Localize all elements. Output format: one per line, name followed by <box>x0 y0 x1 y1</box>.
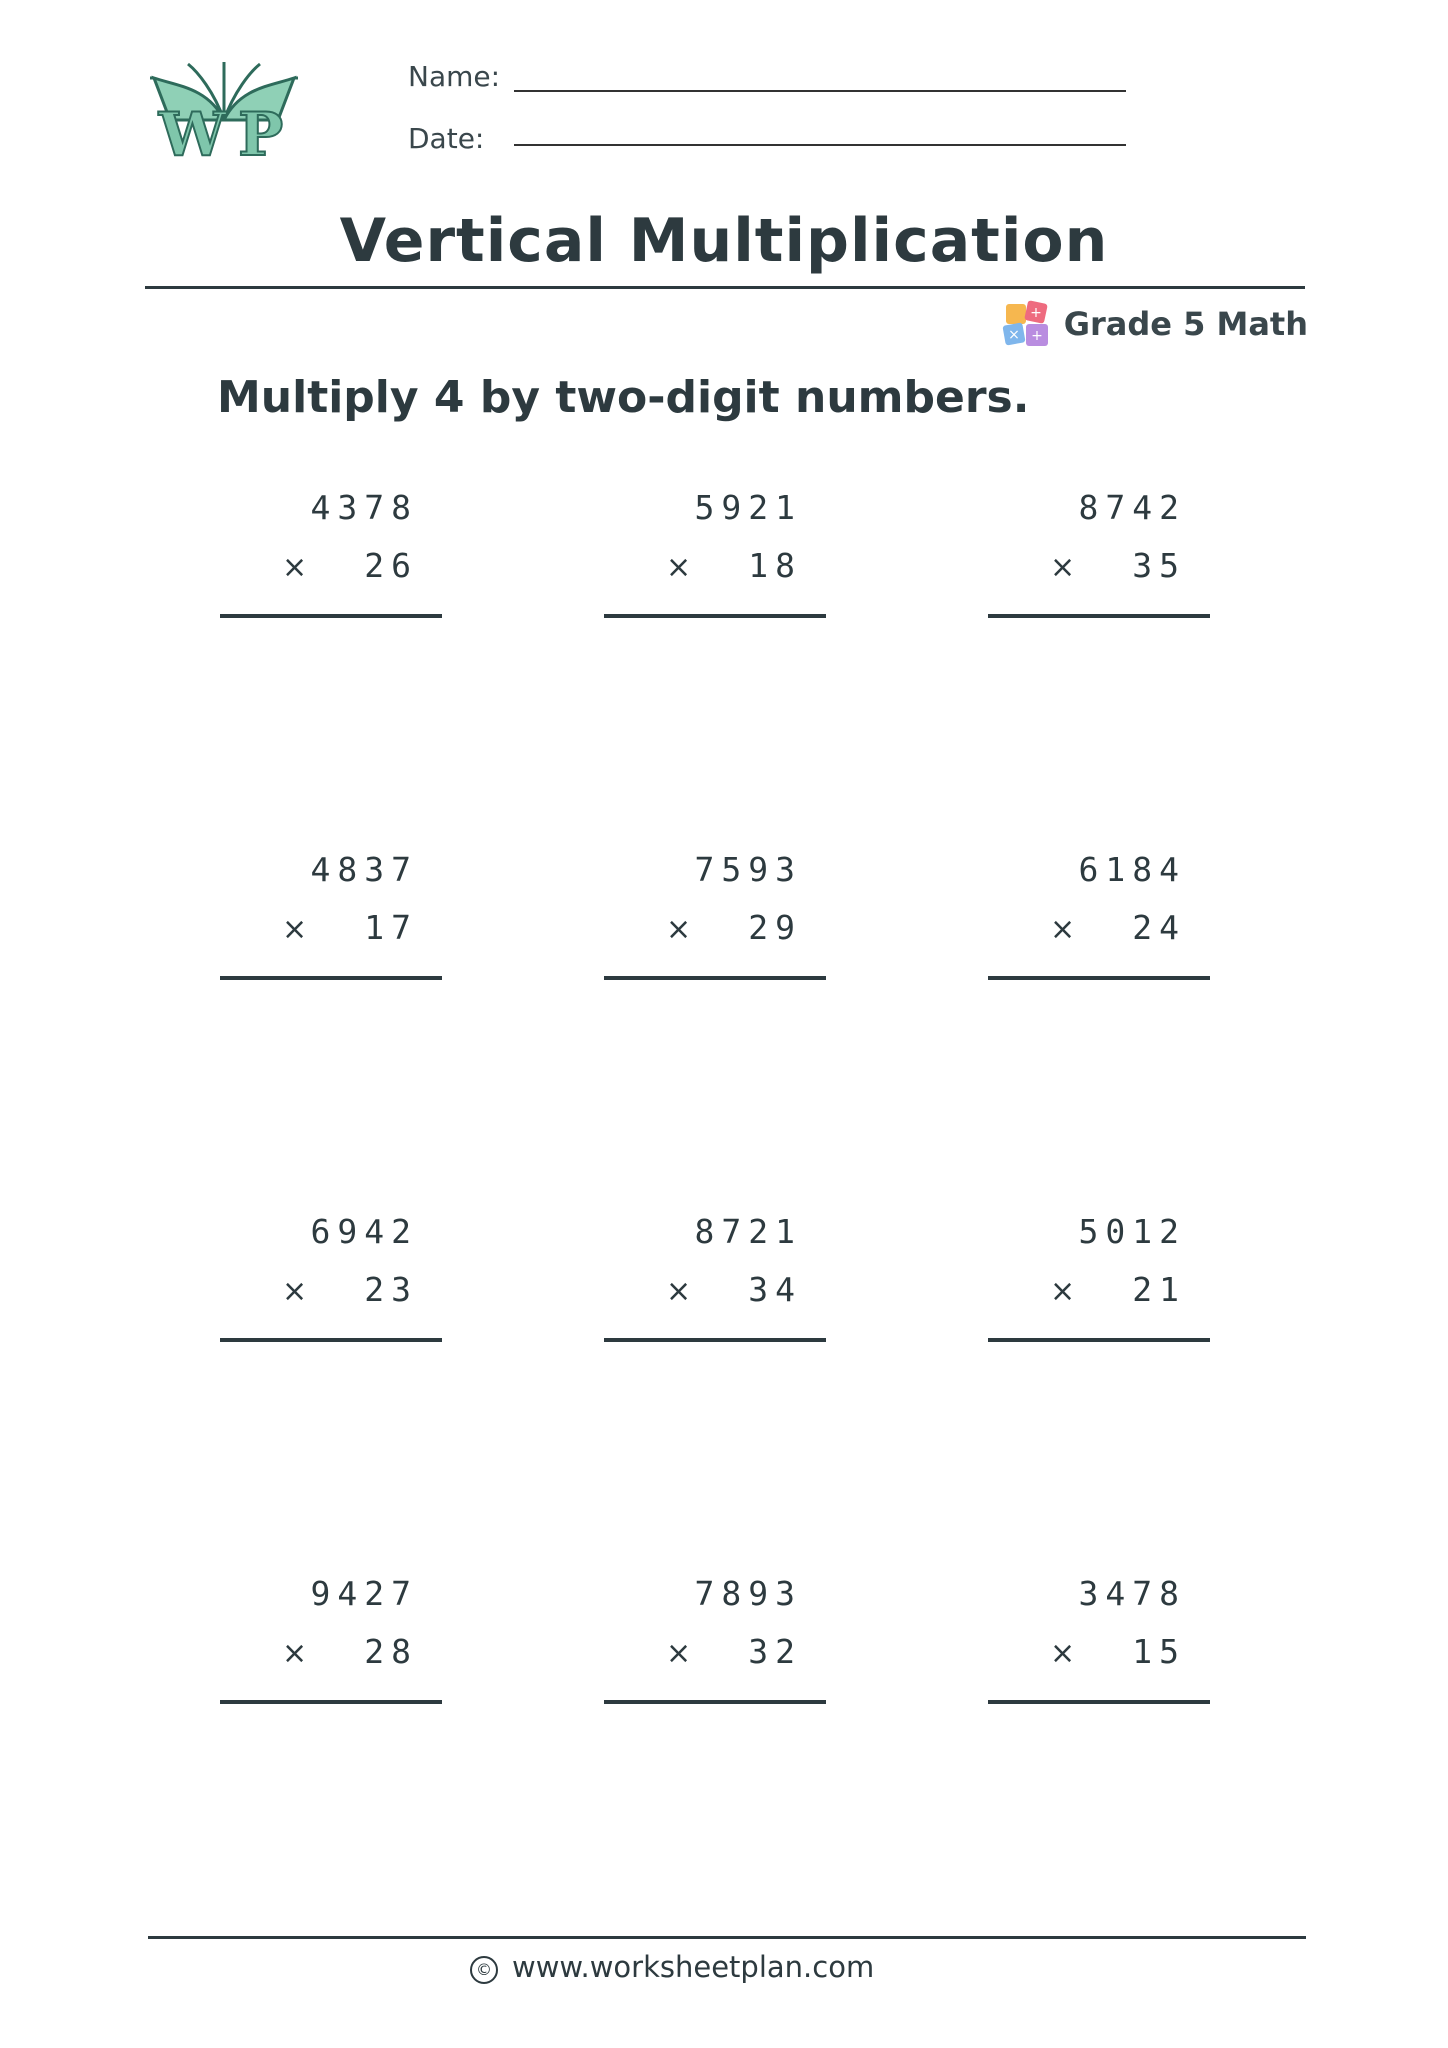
answer-line[interactable] <box>604 614 826 618</box>
multiplier: 35 <box>1132 546 1186 585</box>
problem-7 <box>220 1212 450 1372</box>
multiplier: 32 <box>748 1632 802 1671</box>
multiplier: 24 <box>1132 908 1186 947</box>
problem-8 <box>604 1212 834 1372</box>
answer-line[interactable] <box>988 976 1210 980</box>
footer <box>470 1950 874 1984</box>
name-field[interactable] <box>514 90 1126 92</box>
problem-12 <box>988 1574 1218 1734</box>
multiplier: 15 <box>1132 1632 1186 1671</box>
grade-badge <box>1002 300 1308 348</box>
multiply-sign: × <box>1050 1636 1076 1671</box>
answer-line[interactable] <box>988 1338 1210 1342</box>
answer-line[interactable] <box>604 976 826 980</box>
problem-10 <box>220 1574 450 1734</box>
svg-text:×: × <box>1007 327 1020 343</box>
answer-line[interactable] <box>220 1700 442 1704</box>
problem-2 <box>604 488 834 648</box>
worksheetplan-logo <box>148 58 300 176</box>
multiply-sign: × <box>666 1636 692 1671</box>
multiplicand: 9427 <box>310 1574 418 1613</box>
answer-line[interactable] <box>604 1338 826 1342</box>
footer-url[interactable]: www.worksheetplan.com <box>512 1950 875 1984</box>
svg-text:+: + <box>1029 305 1042 321</box>
title-divider <box>145 286 1305 289</box>
multiplicand: 8742 <box>1078 488 1186 527</box>
answer-line[interactable] <box>220 976 442 980</box>
problem-3 <box>988 488 1218 648</box>
multiply-sign: × <box>282 912 308 947</box>
answer-line[interactable] <box>988 614 1210 618</box>
problem-5 <box>604 850 834 1010</box>
multiplier: 28 <box>364 1632 418 1671</box>
answer-line[interactable] <box>220 614 442 618</box>
multiplier: 34 <box>748 1270 802 1309</box>
copyright-icon: © <box>470 1956 498 1984</box>
multiplicand: 3478 <box>1078 1574 1186 1613</box>
multiplicand: 5921 <box>694 488 802 527</box>
date-label: Date: <box>408 122 485 155</box>
name-label: Name: <box>408 60 501 93</box>
multiplicand: 7593 <box>694 850 802 889</box>
instructions: Multiply 4 by two-digit numbers. <box>217 372 1030 423</box>
multiplicand: 7893 <box>694 1574 802 1613</box>
multiply-sign: × <box>666 912 692 947</box>
multiplicand: 4837 <box>310 850 418 889</box>
multiply-sign: × <box>666 550 692 585</box>
multiply-sign: × <box>282 550 308 585</box>
multiply-sign: × <box>282 1274 308 1309</box>
multiply-sign: × <box>282 1636 308 1671</box>
multiplier: 17 <box>364 908 418 947</box>
multiplier: 21 <box>1132 1270 1186 1309</box>
multiplicand: 5012 <box>1078 1212 1186 1251</box>
multiply-sign: × <box>1050 1274 1076 1309</box>
problem-9 <box>988 1212 1218 1372</box>
problem-11 <box>604 1574 834 1734</box>
multiplier: 26 <box>364 546 418 585</box>
multiply-sign: × <box>666 1274 692 1309</box>
multiplicand: 6942 <box>310 1212 418 1251</box>
math-operators-icon <box>1002 300 1052 348</box>
footer-divider <box>148 1936 1306 1939</box>
problem-6 <box>988 850 1218 1010</box>
logo-letters: WP <box>158 100 296 170</box>
page-title: Vertical Multiplication <box>339 206 1109 276</box>
multiply-sign: × <box>1050 550 1076 585</box>
problem-1 <box>220 488 450 648</box>
svg-text:+: + <box>1030 328 1043 344</box>
multiplicand: 8721 <box>694 1212 802 1251</box>
answer-line[interactable] <box>604 1700 826 1704</box>
problem-4 <box>220 850 450 1010</box>
multiply-sign: × <box>1050 912 1076 947</box>
answer-line[interactable] <box>988 1700 1210 1704</box>
multiplicand: 4378 <box>310 488 418 527</box>
multiplier: 18 <box>748 546 802 585</box>
date-field[interactable] <box>514 144 1126 146</box>
badge-text: Grade 5 Math <box>1063 305 1308 343</box>
multiplicand: 6184 <box>1078 850 1186 889</box>
multiplier: 23 <box>364 1270 418 1309</box>
multiplier: 29 <box>748 908 802 947</box>
answer-line[interactable] <box>220 1338 442 1342</box>
